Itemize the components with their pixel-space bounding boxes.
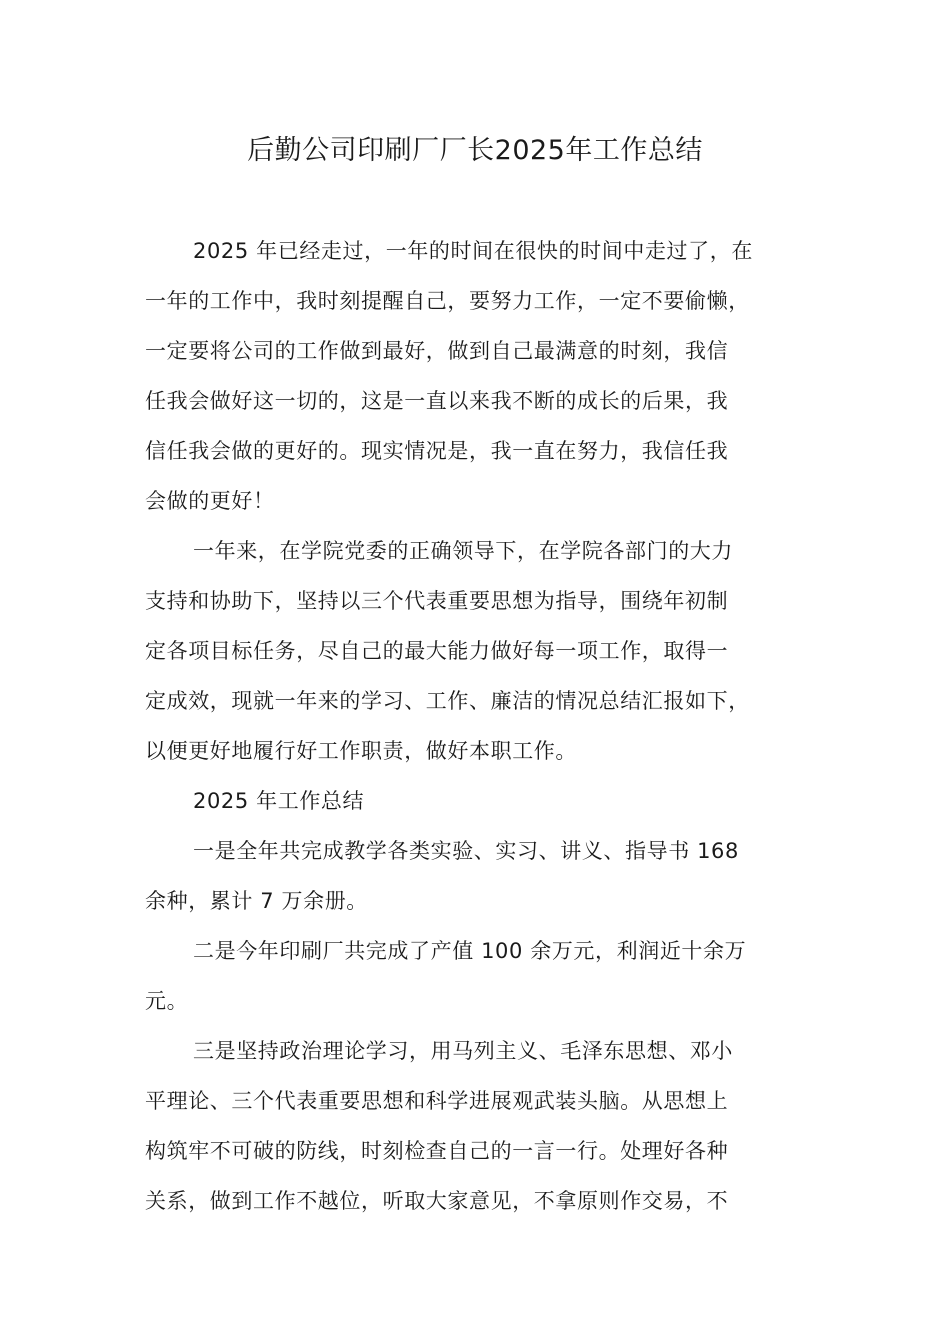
document-body	[145, 226, 815, 1226]
text-line: 定各项目标任务，尽自己的最大能力做好每一项工作，取得一	[145, 639, 729, 663]
section-heading	[145, 776, 815, 826]
text-line: 二是今年印刷厂共完成了产值 100 余万元，利润近十余万	[193, 939, 747, 963]
text-line: 会做的更好！	[145, 489, 275, 513]
document-title: 后勤公司印刷厂厂长2025年工作总结	[247, 135, 703, 166]
text-line: 一年来，在学院党委的正确领导下，在学院各部门的大力	[193, 539, 733, 563]
text-line: 一年的工作中，我时刻提醒自己，要努力工作，一定不要偷懒，	[145, 289, 750, 313]
text-line: 平理论、三个代表重要思想和科学进展观武装头脑。从思想上	[145, 1089, 729, 1113]
text-line: 2025 年工作总结	[193, 789, 365, 813]
text-line: 余种，累计 7 万余册。	[145, 889, 368, 913]
text-line: 以便更好地履行好工作职责，做好本职工作。	[145, 739, 577, 763]
text-line: 定成效，现就一年来的学习、工作、廉洁的情况总结汇报如下，	[145, 689, 750, 713]
text-line: 三是坚持政治理论学习，用马列主义、毛泽东思想、邓小	[193, 1039, 733, 1063]
paragraph-item-two	[145, 926, 815, 1026]
text-line: 构筑牢不可破的防线，时刻检查自己的一言一行。处理好各种	[145, 1139, 729, 1163]
paragraph-item-three	[145, 1026, 815, 1226]
text-line: 信任我会做的更好的。现实情况是，我一直在努力，我信任我	[145, 439, 729, 463]
text-line: 一定要将公司的工作做到最好，做到自己最满意的时刻，我信	[145, 339, 729, 363]
text-line: 2025 年已经走过，一年的时间在很快的时间中走过了，在	[193, 239, 753, 263]
text-line: 一是全年共完成教学各类实验、实习、讲义、指导书 168	[193, 839, 739, 863]
text-line: 任我会做好这一切的，这是一直以来我不断的成长的后果，我	[145, 389, 729, 413]
paragraph-intro	[145, 226, 815, 526]
paragraph-overview	[145, 526, 815, 776]
text-line: 支持和协助下，坚持以三个代表重要思想为指导，围绕年初制	[145, 589, 729, 613]
text-line: 关系，做到工作不越位，听取大家意见，不拿原则作交易，不	[145, 1189, 729, 1213]
text-line: 元。	[145, 989, 189, 1013]
paragraph-item-one	[145, 826, 815, 926]
